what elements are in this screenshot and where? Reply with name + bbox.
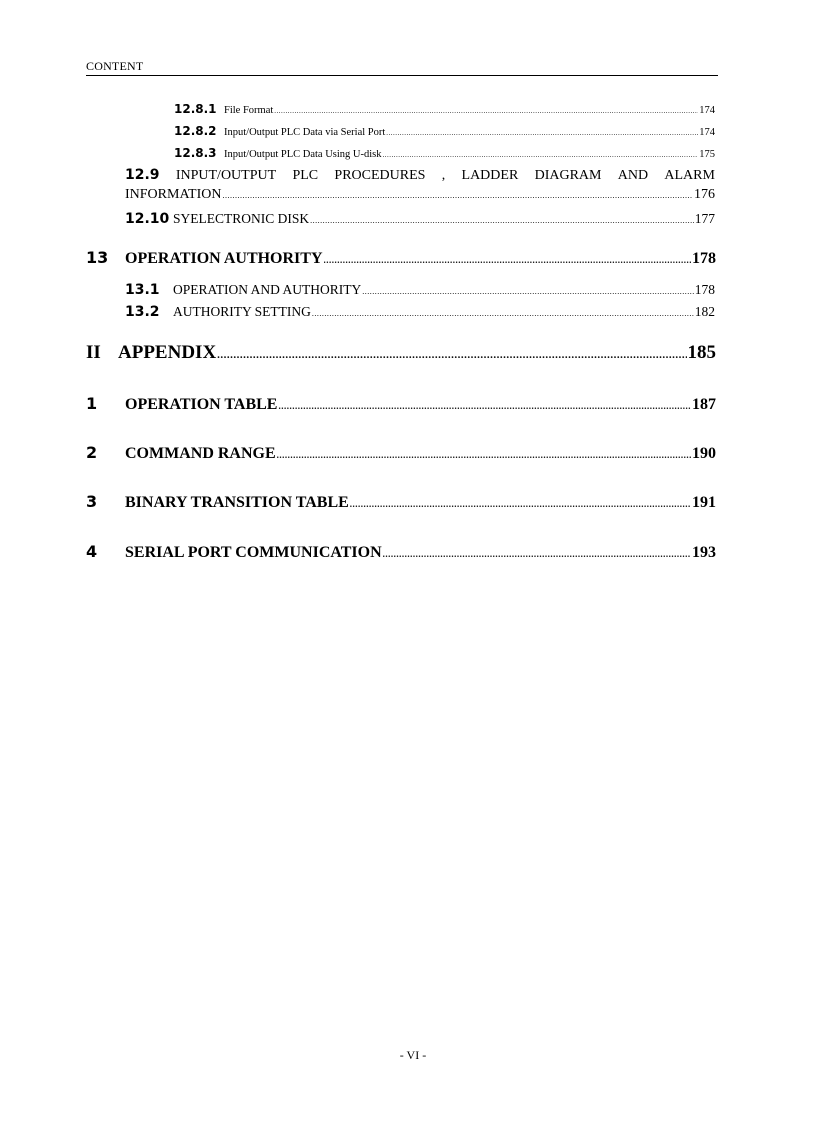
toc-page-number: 191	[692, 494, 716, 511]
toc-title: OPERATION AND AUTHORITY	[173, 282, 362, 297]
toc-entry-12-8-1[interactable]	[174, 102, 715, 116]
toc-page-number: 174	[699, 105, 715, 116]
toc-page-number: 187	[692, 396, 716, 413]
toc-title-line-2	[125, 187, 715, 203]
toc-title: SERIAL PORT COMMUNICATION	[125, 544, 382, 561]
toc-number: 13.1	[125, 282, 160, 298]
toc-appendix-3[interactable]	[86, 492, 716, 512]
toc-entry-13-1[interactable]	[125, 282, 715, 298]
toc-number: 12.8.1	[174, 102, 217, 116]
dot-leader	[383, 544, 691, 562]
toc-number: 1	[86, 394, 98, 413]
dot-leader	[312, 304, 694, 320]
page-footer-number: - VI -	[399, 1048, 427, 1062]
dot-leader	[362, 282, 694, 298]
toc-number: 13.2	[125, 304, 160, 320]
dot-leader	[350, 494, 691, 512]
toc-title: COMMAND RANGE	[125, 445, 276, 462]
header-divider	[86, 75, 718, 76]
toc-number: 12.8.3	[174, 146, 217, 160]
toc-title: AUTHORITY SETTING	[173, 304, 311, 319]
toc-title-word: INPUT/OUTPUT	[175, 168, 277, 183]
toc-title-word: PLC	[292, 168, 319, 183]
toc-appendix-4[interactable]	[86, 542, 716, 562]
toc-page-number: 177	[694, 211, 715, 226]
toc-title-word: ,	[441, 168, 446, 183]
toc-title: SYELECTRONIC DISK	[173, 211, 310, 226]
toc-entry-12-8-3[interactable]	[174, 146, 715, 160]
toc-number: 2	[86, 443, 98, 462]
dot-leader	[324, 250, 691, 268]
dot-leader	[383, 149, 699, 160]
toc-title-word: ALARM	[664, 168, 715, 183]
toc-number: 12.10	[125, 211, 170, 227]
toc-title-word: DIAGRAM	[534, 168, 602, 183]
toc-page-number: 178	[694, 282, 715, 297]
dot-leader	[277, 445, 691, 463]
toc-part-appendix[interactable]	[86, 342, 716, 364]
toc-title-line-1	[125, 167, 715, 184]
toc-title-word: LADDER	[461, 168, 519, 183]
toc-page-number: 176	[694, 187, 715, 202]
dot-leader	[274, 105, 698, 116]
toc-entry-12-9[interactable]	[125, 167, 715, 203]
toc-page-number: 178	[692, 250, 716, 267]
toc-title-word: AND	[617, 168, 649, 183]
toc-number: 12.8.2	[174, 124, 217, 138]
toc-title: Input/Output PLC Data Using U-disk	[224, 149, 382, 160]
dot-leader	[386, 127, 698, 138]
toc-entry-12-8-2[interactable]	[174, 124, 715, 138]
toc-entry-13-2[interactable]	[125, 304, 715, 320]
toc-page-number: 175	[699, 149, 715, 160]
toc-number: 13	[86, 248, 109, 267]
toc-title: OPERATION TABLE	[125, 396, 278, 413]
dot-leader	[222, 187, 693, 203]
dot-leader	[217, 342, 686, 364]
toc-page-number: 182	[694, 304, 715, 319]
toc-title-continuation: INFORMATION	[125, 187, 222, 202]
toc-page-number: 185	[687, 342, 716, 363]
toc-title: APPENDIX	[118, 342, 217, 363]
dot-leader	[278, 396, 691, 414]
toc-appendix-1[interactable]	[86, 394, 716, 414]
toc-entry-12-10[interactable]	[125, 211, 715, 227]
toc-title: Input/Output PLC Data via Serial Port	[224, 127, 386, 138]
toc-title: File Format	[224, 105, 274, 116]
toc-page-number: 193	[692, 544, 716, 561]
toc-number: 4	[86, 542, 98, 561]
dot-leader	[310, 211, 694, 227]
toc-title: BINARY TRANSITION TABLE	[125, 494, 349, 511]
toc-title-word: PROCEDURES	[334, 168, 426, 183]
toc-number: 3	[86, 492, 98, 511]
toc-page-number: 174	[699, 127, 715, 138]
toc-number: 12.9	[125, 167, 160, 183]
toc-title: OPERATION AUTHORITY	[125, 250, 323, 267]
toc-page-number: 190	[692, 445, 716, 462]
toc-number: II	[86, 342, 101, 363]
toc-chapter-13[interactable]	[86, 248, 716, 268]
running-header: CONTENT	[86, 59, 144, 73]
toc-appendix-2[interactable]	[86, 443, 716, 463]
